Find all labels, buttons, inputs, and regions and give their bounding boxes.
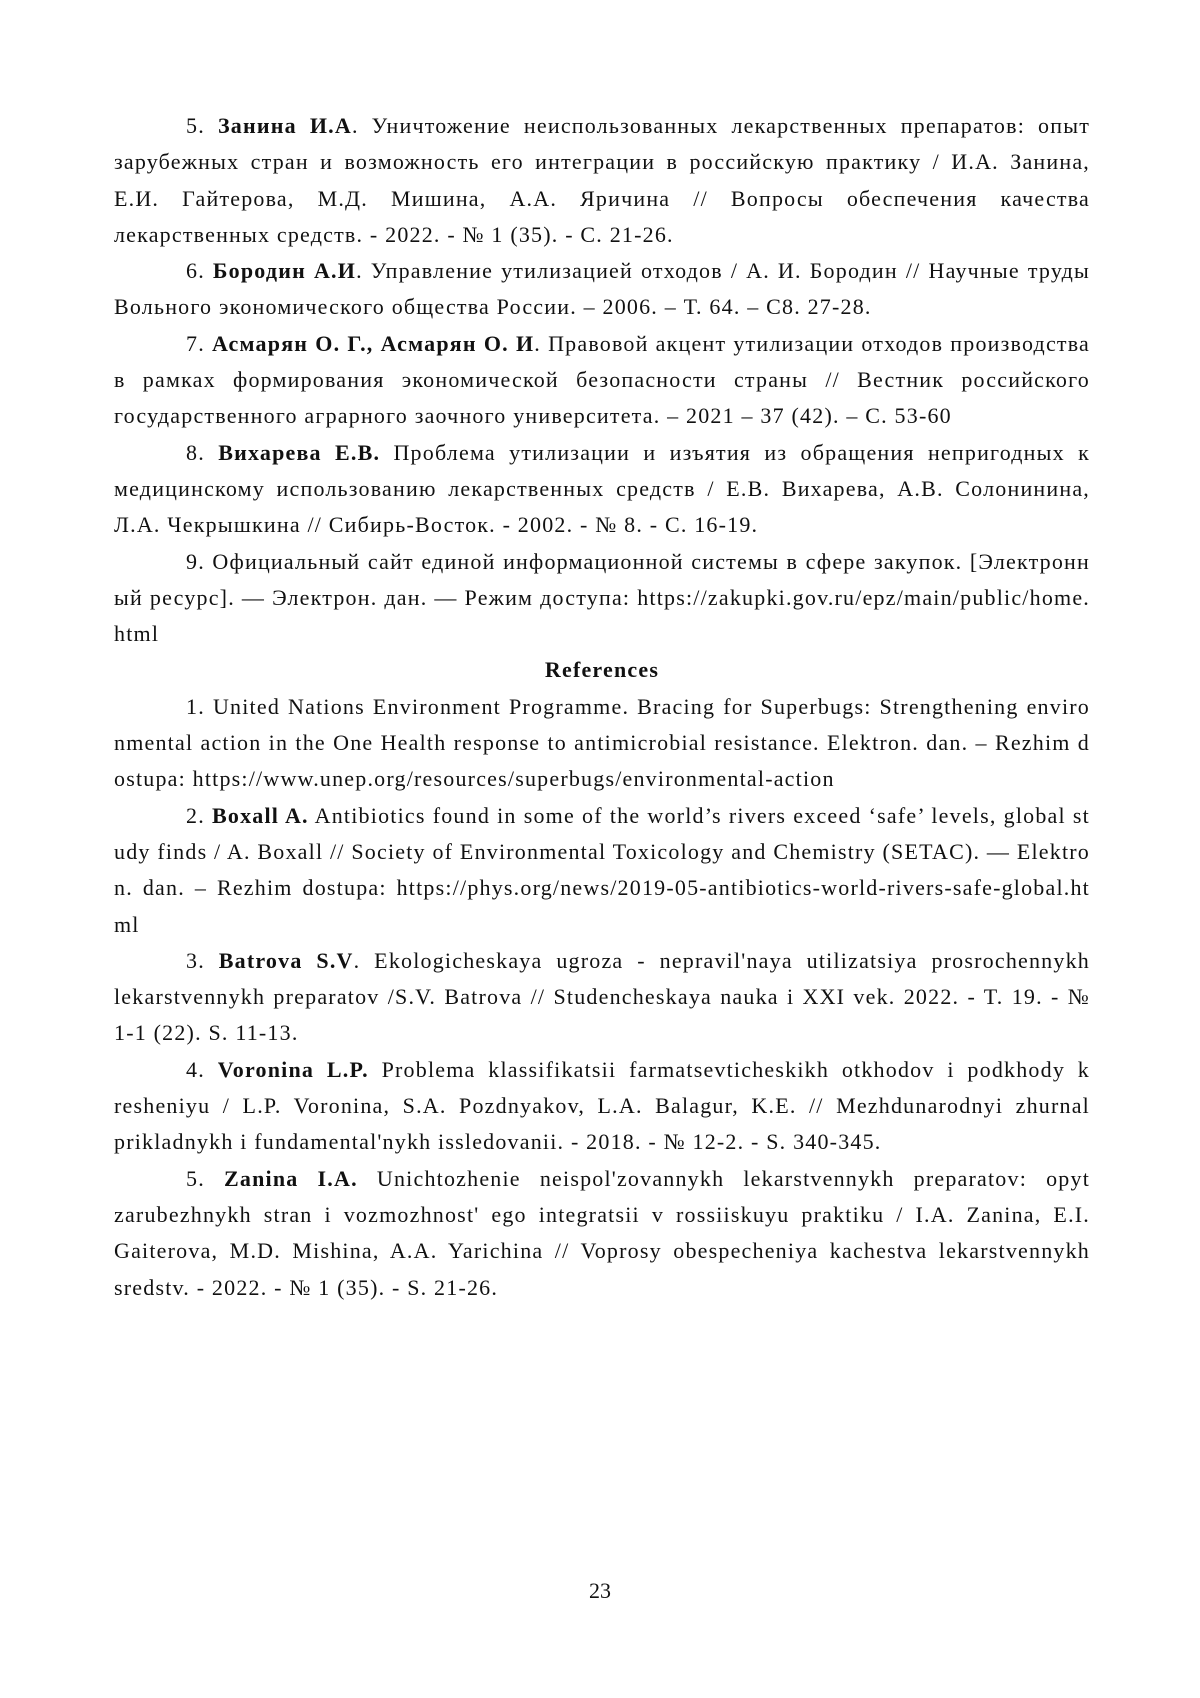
reference-text: Unichtozhenie neispol'zovannykh lekarstvennykh preparatov: opyt zarubezhnykh stran i vozmozhnost' ego integratsii v rossiiskuyu praktiku / I.A. Zanina, E.I. Gaiterova, M.D. Mishina, A.A. Yarichina // Voprosy obespecheniya kachestva lekarstvennykh sredstv. - 2022. - № 1 (35). - S. 21-26. [114, 1165, 1091, 1300]
reference-item [114, 253, 1090, 326]
references-heading: References [544, 657, 660, 683]
reference-item [114, 544, 1090, 653]
reference-number: 9. [186, 548, 205, 574]
reference-number: 1. [186, 693, 205, 719]
reference-item [114, 435, 1090, 544]
reference-item [114, 943, 1090, 1052]
reference-author: Асмарян О. Г., Асмарян О. И [212, 330, 535, 356]
reference-author: Zanina I.A. [224, 1165, 358, 1191]
document-page [114, 108, 1090, 1306]
reference-item [114, 108, 1090, 253]
reference-text: . Управление утилизацией отходов / А. И. Бородин // Научные труды Вольного экономического общества России. – 2006. – Т. 64. – С8. 27-28. [114, 258, 1091, 320]
reference-text: United Nations Environment Programme. Bracing for Superbugs: Strengthening environmental action in the One Health response to antimicrobial resistance. Elektron. dan. – Rezhim dostupa: https://www.unep.org/resources/superbugs/environmental-action [114, 693, 1090, 792]
reference-number: 4. [186, 1056, 205, 1082]
reference-author: Занина И.А [217, 113, 352, 138]
reference-author: Бородин А.И [212, 258, 357, 284]
reference-number: 6. [186, 258, 205, 284]
reference-text: Официальный сайт единой информационной системы в сфере закупок. [Электронный ресурс]. — Электрон. дан. — Режим доступа: https://zakupki.gov.ru/epz/main/public/home.html [114, 548, 1091, 647]
reference-text: Problema klassifikatsii farmatsevticheskikh otkhodov i podkhody k resheniyu / L.P. Voronina, S.A. Pozdnyakov, L.A. Balagur, K.E. // Mezhdunarodnyi zhurnal prikladnykh i fundamental'nykh issledovanii. - 2018. - № 12-2. - S. 340-345. [114, 1056, 1091, 1155]
reference-number: 7. [186, 330, 205, 356]
reference-text: . Уничтожение неиспользованных лекарственных препаратов: опыт зарубежных стран и возможность его интеграции в российскую практику / И.А. Занина, Е.И. Гайтерова, М.Д. Мишина, А.А. Яричина // Вопросы обеспечения качества лекарственных средств. - 2022. - № 1 (35). - С. 21-26. [114, 113, 1091, 247]
reference-item [114, 689, 1090, 798]
reference-author: Batrova S.V [218, 947, 354, 973]
reference-number: 3. [186, 947, 205, 973]
reference-text: . Правовой акцент утилизации отходов производства в рамках формирования экономической безопасности страны // Вестник российского государственного аграрного заочного университета. – 2021 – 37 (42). – С. 53-60 [114, 330, 1090, 429]
reference-number: 5. [186, 1165, 205, 1191]
reference-number: 8. [186, 439, 205, 465]
reference-author: Voronina L.P. [217, 1056, 369, 1082]
reference-text: Antibiotics found in some of the world’s rivers exceed ‘safe’ levels, global study finds / A. Boxall // Society of Environmental Toxicology and Chemistry (SETAC). — Elektron. dan. – Rezhim dostupa: https://phys.org/news/2019-05-antibiotics-world-rivers-safe-global.html [114, 802, 1090, 937]
reference-text: Проблема утилизации и изъятия из обращения непригодных к медицинскому использованию лекарственных средств / Е.В. Вихарева, А.В. Солонинина, Л.А. Чекрышкина // Сибирь-Восток. - 2002. - № 8. - С. 16-19. [114, 439, 1091, 538]
reference-item [114, 798, 1090, 943]
reference-number: 2. [186, 802, 205, 828]
reference-number: 5. [186, 113, 205, 138]
reference-item [114, 1161, 1090, 1306]
reference-author: Boxall A. [212, 802, 309, 828]
reference-author: Вихарева Е.В. [218, 439, 381, 465]
reference-item [114, 326, 1090, 435]
reference-text: . Ekologicheskaya ugroza - nepravil'naya utilizatsiya prosrochennykh lekarstvennykh preparatov /S.V. Batrova // Studencheskaya nauka i XXI vek. 2022. - T. 19. - № 1-1 (22). S. 11-13. [114, 947, 1090, 1046]
reference-item [114, 1052, 1090, 1161]
page-number: 23 [589, 1578, 611, 1603]
